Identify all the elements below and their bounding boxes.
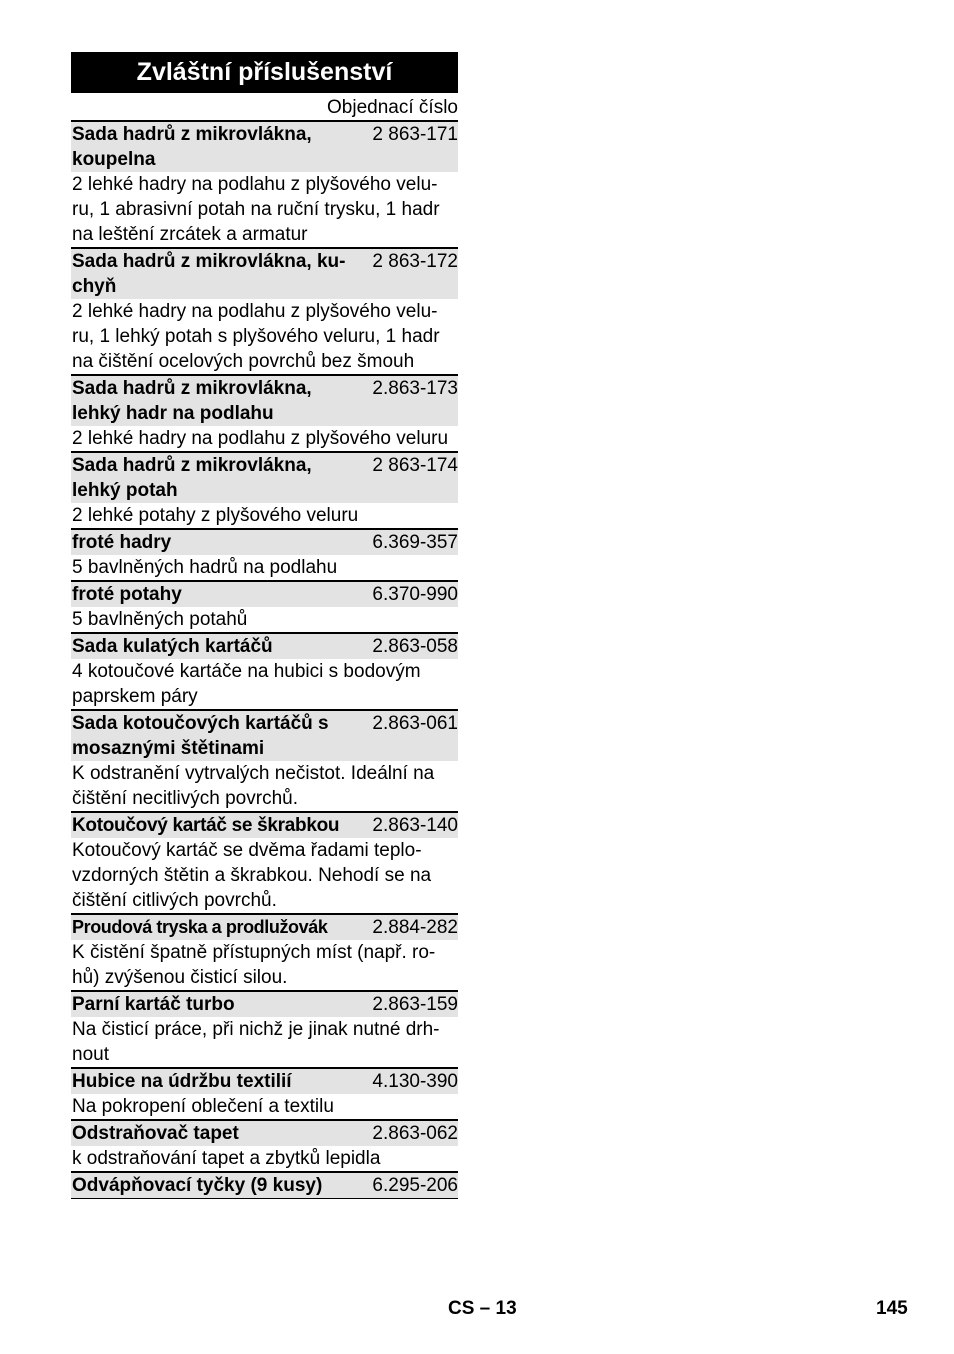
item-header [71, 582, 458, 607]
item-number: 4.130-390 [372, 1071, 458, 1092]
list-item [71, 375, 458, 452]
item-number: 2.863-061 [372, 713, 458, 734]
item-number: 2.884-282 [372, 917, 458, 938]
item-name: froté potahy [72, 584, 182, 605]
list-item [71, 452, 458, 529]
page-number: 145 [876, 1298, 908, 1319]
item-description: 5 bavlněných potahů [71, 607, 458, 633]
item-header [71, 992, 458, 1017]
list-item [71, 529, 458, 581]
list-item [71, 812, 458, 914]
item-header [71, 915, 458, 940]
item-header [71, 453, 458, 503]
item-number: 2.863-159 [372, 994, 458, 1015]
item-description: k odstraňování tapet a zbytků lepidla [71, 1146, 458, 1172]
item-header [71, 122, 458, 172]
list-item [71, 121, 458, 248]
item-name: Hubice na údržbu textilií [72, 1071, 292, 1092]
item-description: 2 lehké potahy z plyšového veluru [71, 503, 458, 529]
item-description: Kotoučový kartáč se dvěma řadami teplo-vzdorných štětin a škrabkou. Nehodí se na čištění citlivých povrchů. [71, 838, 458, 914]
item-description: K odstranění vytrvalých nečistot. Ideální na čištění necitlivých povrchů. [71, 761, 458, 812]
item-header [71, 249, 458, 299]
item-header [71, 530, 458, 555]
item-header [71, 1121, 458, 1146]
list-item [71, 1120, 458, 1172]
item-name: Sada hadrů z mikrovlákna, lehký potah [72, 455, 312, 501]
item-description: 2 lehké hadry na podlahu z plyšového velu-ru, 1 abrasivní potah na ruční trysku, 1 hadr na leštění zrcátek a armatur [71, 172, 458, 248]
item-number: 6.295-206 [372, 1175, 458, 1196]
item-number: 2 863-172 [372, 251, 458, 272]
item-number: 2 863-174 [372, 455, 458, 476]
item-description: 5 bavlněných hadrů na podlahu [71, 555, 458, 581]
item-header [71, 1069, 458, 1094]
item-number: 2 863-171 [372, 124, 458, 145]
item-description: 2 lehké hadry na podlahu z plyšového veluru [71, 426, 458, 452]
item-description: 2 lehké hadry na podlahu z plyšového velu-ru, 1 lehký potah s plyšového veluru, 1 hadr na čištění ocelových povrchů bez šmouh [71, 299, 458, 375]
item-name: Parní kartáč turbo [72, 994, 235, 1015]
item-name: Sada kotoučových kartáčů s mosaznými štětinami [72, 713, 329, 759]
item-name: Kotoučový kartáč se škrabkou [72, 815, 340, 836]
item-header [71, 813, 458, 838]
list-item [71, 1068, 458, 1120]
item-name: Odvápňovací tyčky (9 kusy) [72, 1175, 323, 1196]
item-name: Proudová tryska a prodlužovák [72, 917, 328, 937]
section-page-label: CS – 13 [448, 1298, 517, 1319]
item-description: K čistění špatně přístupných míst (např. ro-hů) zvýšenou čisticí silou. [71, 940, 458, 991]
item-name: Sada hadrů z mikrovlákna, ku-chyň [72, 251, 346, 297]
item-description: Na čisticí práce, při nichž je jinak nutné drh-nout [71, 1017, 458, 1068]
item-header [71, 711, 458, 761]
item-number: 2.863-173 [372, 378, 458, 399]
item-name: Sada hadrů z mikrovlákna, lehký hadr na podlahu [72, 378, 312, 424]
list-item [71, 581, 458, 633]
item-number: 6.370-990 [372, 584, 458, 605]
item-description: 4 kotoučové kartáče na hubici s bodovým paprskem páry [71, 659, 458, 710]
item-header [71, 634, 458, 659]
item-description: Na pokropení oblečení a textilu [71, 1094, 458, 1120]
list-item [71, 710, 458, 812]
item-number: 2.863-062 [372, 1123, 458, 1144]
list-item [71, 1172, 458, 1199]
accessories-list [71, 121, 458, 1199]
item-name: Sada kulatých kartáčů [72, 636, 273, 657]
list-item [71, 248, 458, 375]
list-item [71, 633, 458, 710]
list-item [71, 991, 458, 1068]
item-header [71, 1173, 458, 1199]
order-number-header: Objednací číslo [71, 95, 458, 121]
item-number: 2.863-140 [372, 815, 458, 836]
item-name: Sada hadrů z mikrovlákna, koupelna [72, 124, 312, 170]
accessories-section [71, 52, 458, 1199]
item-header [71, 376, 458, 426]
list-item [71, 914, 458, 991]
item-number: 2.863-058 [372, 636, 458, 657]
item-number: 6.369-357 [372, 532, 458, 553]
section-title: Zvláštní příslušenství [71, 52, 458, 93]
item-name: froté hadry [72, 532, 172, 553]
item-name: Odstraňovač tapet [72, 1123, 239, 1144]
